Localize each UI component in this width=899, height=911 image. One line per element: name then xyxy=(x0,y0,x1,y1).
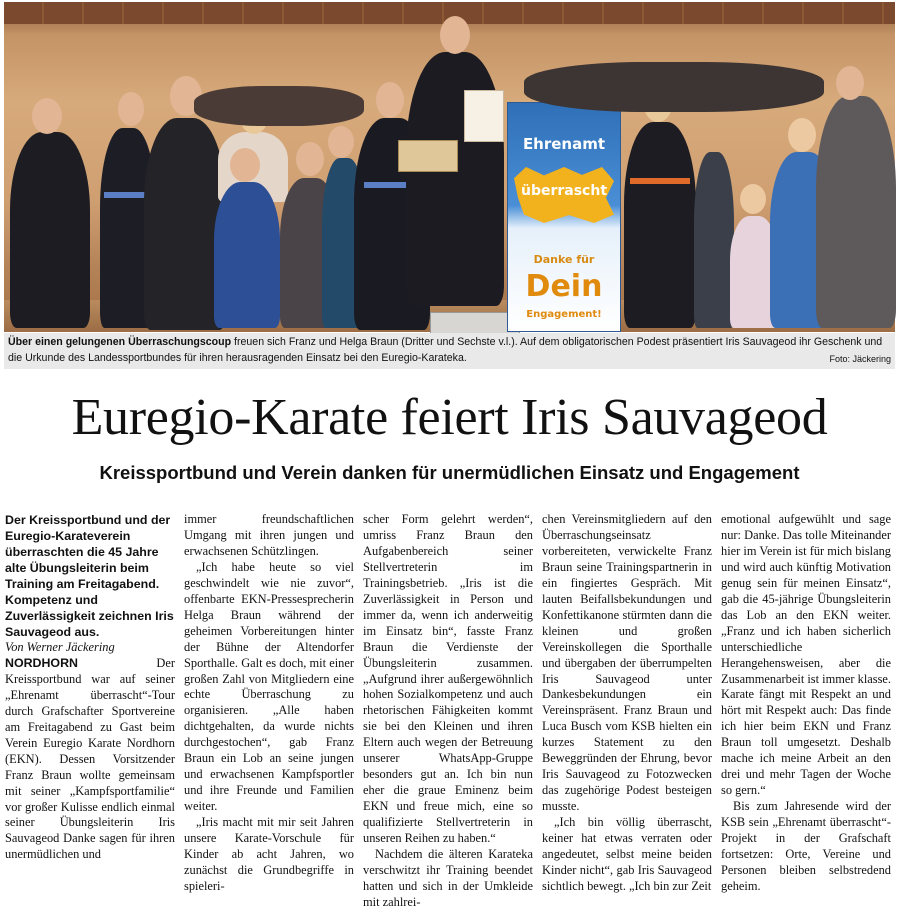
article-lead: Der Kreissportbund und der Euregio-Karateverein überraschten die 45 Jahre alte Übungsleiterin beim Training am Freitagabend. Kompetenz und Zuverlässigkeit zeichnen Iris Sauvageod aus. xyxy=(5,513,174,639)
column-1-body: Der Kreissportbund war auf seiner „Ehrenamt überrascht“-Tour durch Grafschafter Sportvereine am Freitagabend zu Gast beim Verein Euregio Karate Nordhorn (EKN). Dessen Vorsitzender Franz Braun wollte gemeinsam mit seiner „Kampfsportfamilie“ vor großer Kulisse endlich einmal seiner Übungsleiterin Iris Sauvageod Danke sagen für ihren unermüdlichen und xyxy=(5,655,175,862)
banner-subtitle: überrascht xyxy=(520,183,608,199)
banner-dein: Dein xyxy=(525,269,603,304)
article-paragraph: Nachdem die älteren Karateka verschwitzt ihr Training beendet hatten und sich in der Umkleide mit zahlrei- xyxy=(363,847,533,909)
article-headline: Euregio-Karate feiert Iris Sauvageod xyxy=(71,389,828,446)
person-head xyxy=(32,98,62,134)
article-paragraph: Bis zum Jahresende wird der KSB sein „Ehrenamt überrascht“-Projekt in der Grafschaft fortsetzen: Orte, Vereine und Personen bleiben selbstredend geheim. xyxy=(721,799,891,893)
photo-credit: Foto: Jäckering xyxy=(829,354,891,364)
gift-basket xyxy=(398,140,458,172)
person-silhouette xyxy=(10,132,90,328)
child-head xyxy=(296,142,324,176)
child-head xyxy=(230,148,260,182)
article-column-2 xyxy=(184,512,354,893)
article-paragraph: emotional aufgewühlt und sage nur: Danke. Das tolle Miteinander hier im Verein ist für mich bislang und wird auch künftig Motivation genug sein für meinen Einsatz“, gab die 45-jährige Übungsleiterin das Lob an den EKN weiter. „Franz und ich haben sicherlich unterschiedliche Herangehensweisen, aber die Zusammenarbeit ist immer klasse. Karate fängt mit Respekt an und hört mit Respekt auch: Das finde ich hier beim EKN und Franz Braun toll umgesetzt. Deshalb mache ich meine Arbeit an den drei und mehr Tagen der Woche so gern.“ xyxy=(721,512,891,798)
person-head xyxy=(836,66,864,100)
article-author: Von Werner Jäckering xyxy=(5,640,115,654)
orange-belt xyxy=(630,178,690,184)
article-column-4 xyxy=(542,512,712,893)
banner-title: Ehrenamt xyxy=(522,135,606,153)
child-silhouette xyxy=(214,182,280,328)
photo-caption xyxy=(4,333,895,369)
child-head xyxy=(788,118,816,152)
article-paragraph: immer freundschaftlichen Umgang mit ihren jungen und erwachsenen Schützlingen. xyxy=(184,512,354,558)
dateline: NORDHORN xyxy=(5,655,78,670)
article-paragraph: scher Form gelehrt werden“, umriss Franz Braun den Aufgabenbereich seiner Stellvertreterin im Trainingsbetrieb. „Iris ist die Zuverlässigkeit in Person und immer da, wenn ich anderweitig im Einsatz bin“, fasste Franz Braun die Verdienste der Übungsleiterin zusammen. „Aufgrund ihrer außergewöhnlich hohen Sozialkompetenz und auch rhetorischen Fähigkeiten kommt sie bei den Kleinen und ihren Eltern auch wegen der Betreuung unserer WhatsApp-Gruppe besonders gut an. Ich bin nun eher die graue Eminenz beim EKN und freue mich, eine so qualifizierte Stellvertreterin in unseren Reihen zu haben.“ xyxy=(363,512,533,846)
caption-bold: Über einen gelungenen Überraschungscoup xyxy=(8,336,232,348)
article-column-1 xyxy=(5,512,175,890)
banner-engagement: Engagement! xyxy=(526,309,602,320)
group-background xyxy=(524,62,824,112)
article-paragraph: „Ich habe heute so viel geschwindelt wie nie zuvor“, offenbarte EKN-Pressesprecherin Helga Braun während der geheimen Vorbereitungen hinter der Bühne der Altendorfer Sporthalle. Galt es doch, mit einer großen Zahl von Mitgliedern eine echte Überraschung zu organisieren. „Alle haben dichtgehalten, da wurde nichts durchgestochen“, gab Franz Braun ein Lob an seine jungen und erwachsenen Kampfsportler und ihre Freunde und Familien weiter. xyxy=(184,559,354,814)
person-silhouette xyxy=(624,122,696,328)
child-head xyxy=(328,126,354,158)
banner-thanks: Danke für xyxy=(533,253,595,266)
caption-text: freuen sich Franz und Helga Braun (Dritter und Sechste v.l.). Auf dem obligatorischen Podest präsentiert Iris Sauvageod ihr Geschenk und die Urkunde des Landessportbundes für ihren herausragenden Einsatz bei den Euregio-Karateka. xyxy=(8,336,883,364)
article-photo xyxy=(4,2,895,332)
article-paragraph: „Ich bin völlig überrascht, keiner hat etwas verraten oder angedeutet, selbst meine beiden Kinder nicht“, gab Iris Sauvageod sichtlich bewegt. „Ich bin zur Zeit xyxy=(542,815,712,893)
child-silhouette xyxy=(694,152,734,328)
person-silhouette xyxy=(816,96,896,328)
child-head xyxy=(740,184,766,214)
article-column-5 xyxy=(721,512,891,893)
group-background xyxy=(194,86,364,126)
honoree-head xyxy=(440,16,470,54)
article-subheadline: Kreissportbund und Verein danken für unermüdlichen Einsatz und Engagement xyxy=(99,462,800,483)
ehrenamt-banner xyxy=(507,102,621,332)
article-paragraph: „Iris macht mit mir seit Jahren unsere Karate-Vorschule für Kinder ab acht Jahren, wo zunächst die Grundbegriffe in spieleri- xyxy=(184,815,354,893)
article-column-3 xyxy=(363,512,533,909)
article-paragraph xyxy=(5,656,175,863)
certificate xyxy=(464,90,504,142)
person-head xyxy=(376,82,404,118)
person-head xyxy=(118,92,144,126)
article-paragraph: chen Vereinsmitgliedern auf den Überraschungseinsatz vorbereiteten, verwickelte Franz Braun seine Trainingspartnerin in ein fingiertes Gespräch. Mit lauten Beifallsbekundungen und Konfettikanone stürmten dann die kleinen und großen Vereinskollegen die Sporthalle und übergaben der überrumpelten Iris Sauvageod unter Dankesbekundungen ein Vereinspräsent. Franz Braun und Luca Busch vom KSB hielten ein kurzes Statement zu den Beweggründen der Ehrung, bevor Iris Sauvageod zu Fotozwecken das zugehörige Podest besteigen musste. xyxy=(542,512,712,814)
